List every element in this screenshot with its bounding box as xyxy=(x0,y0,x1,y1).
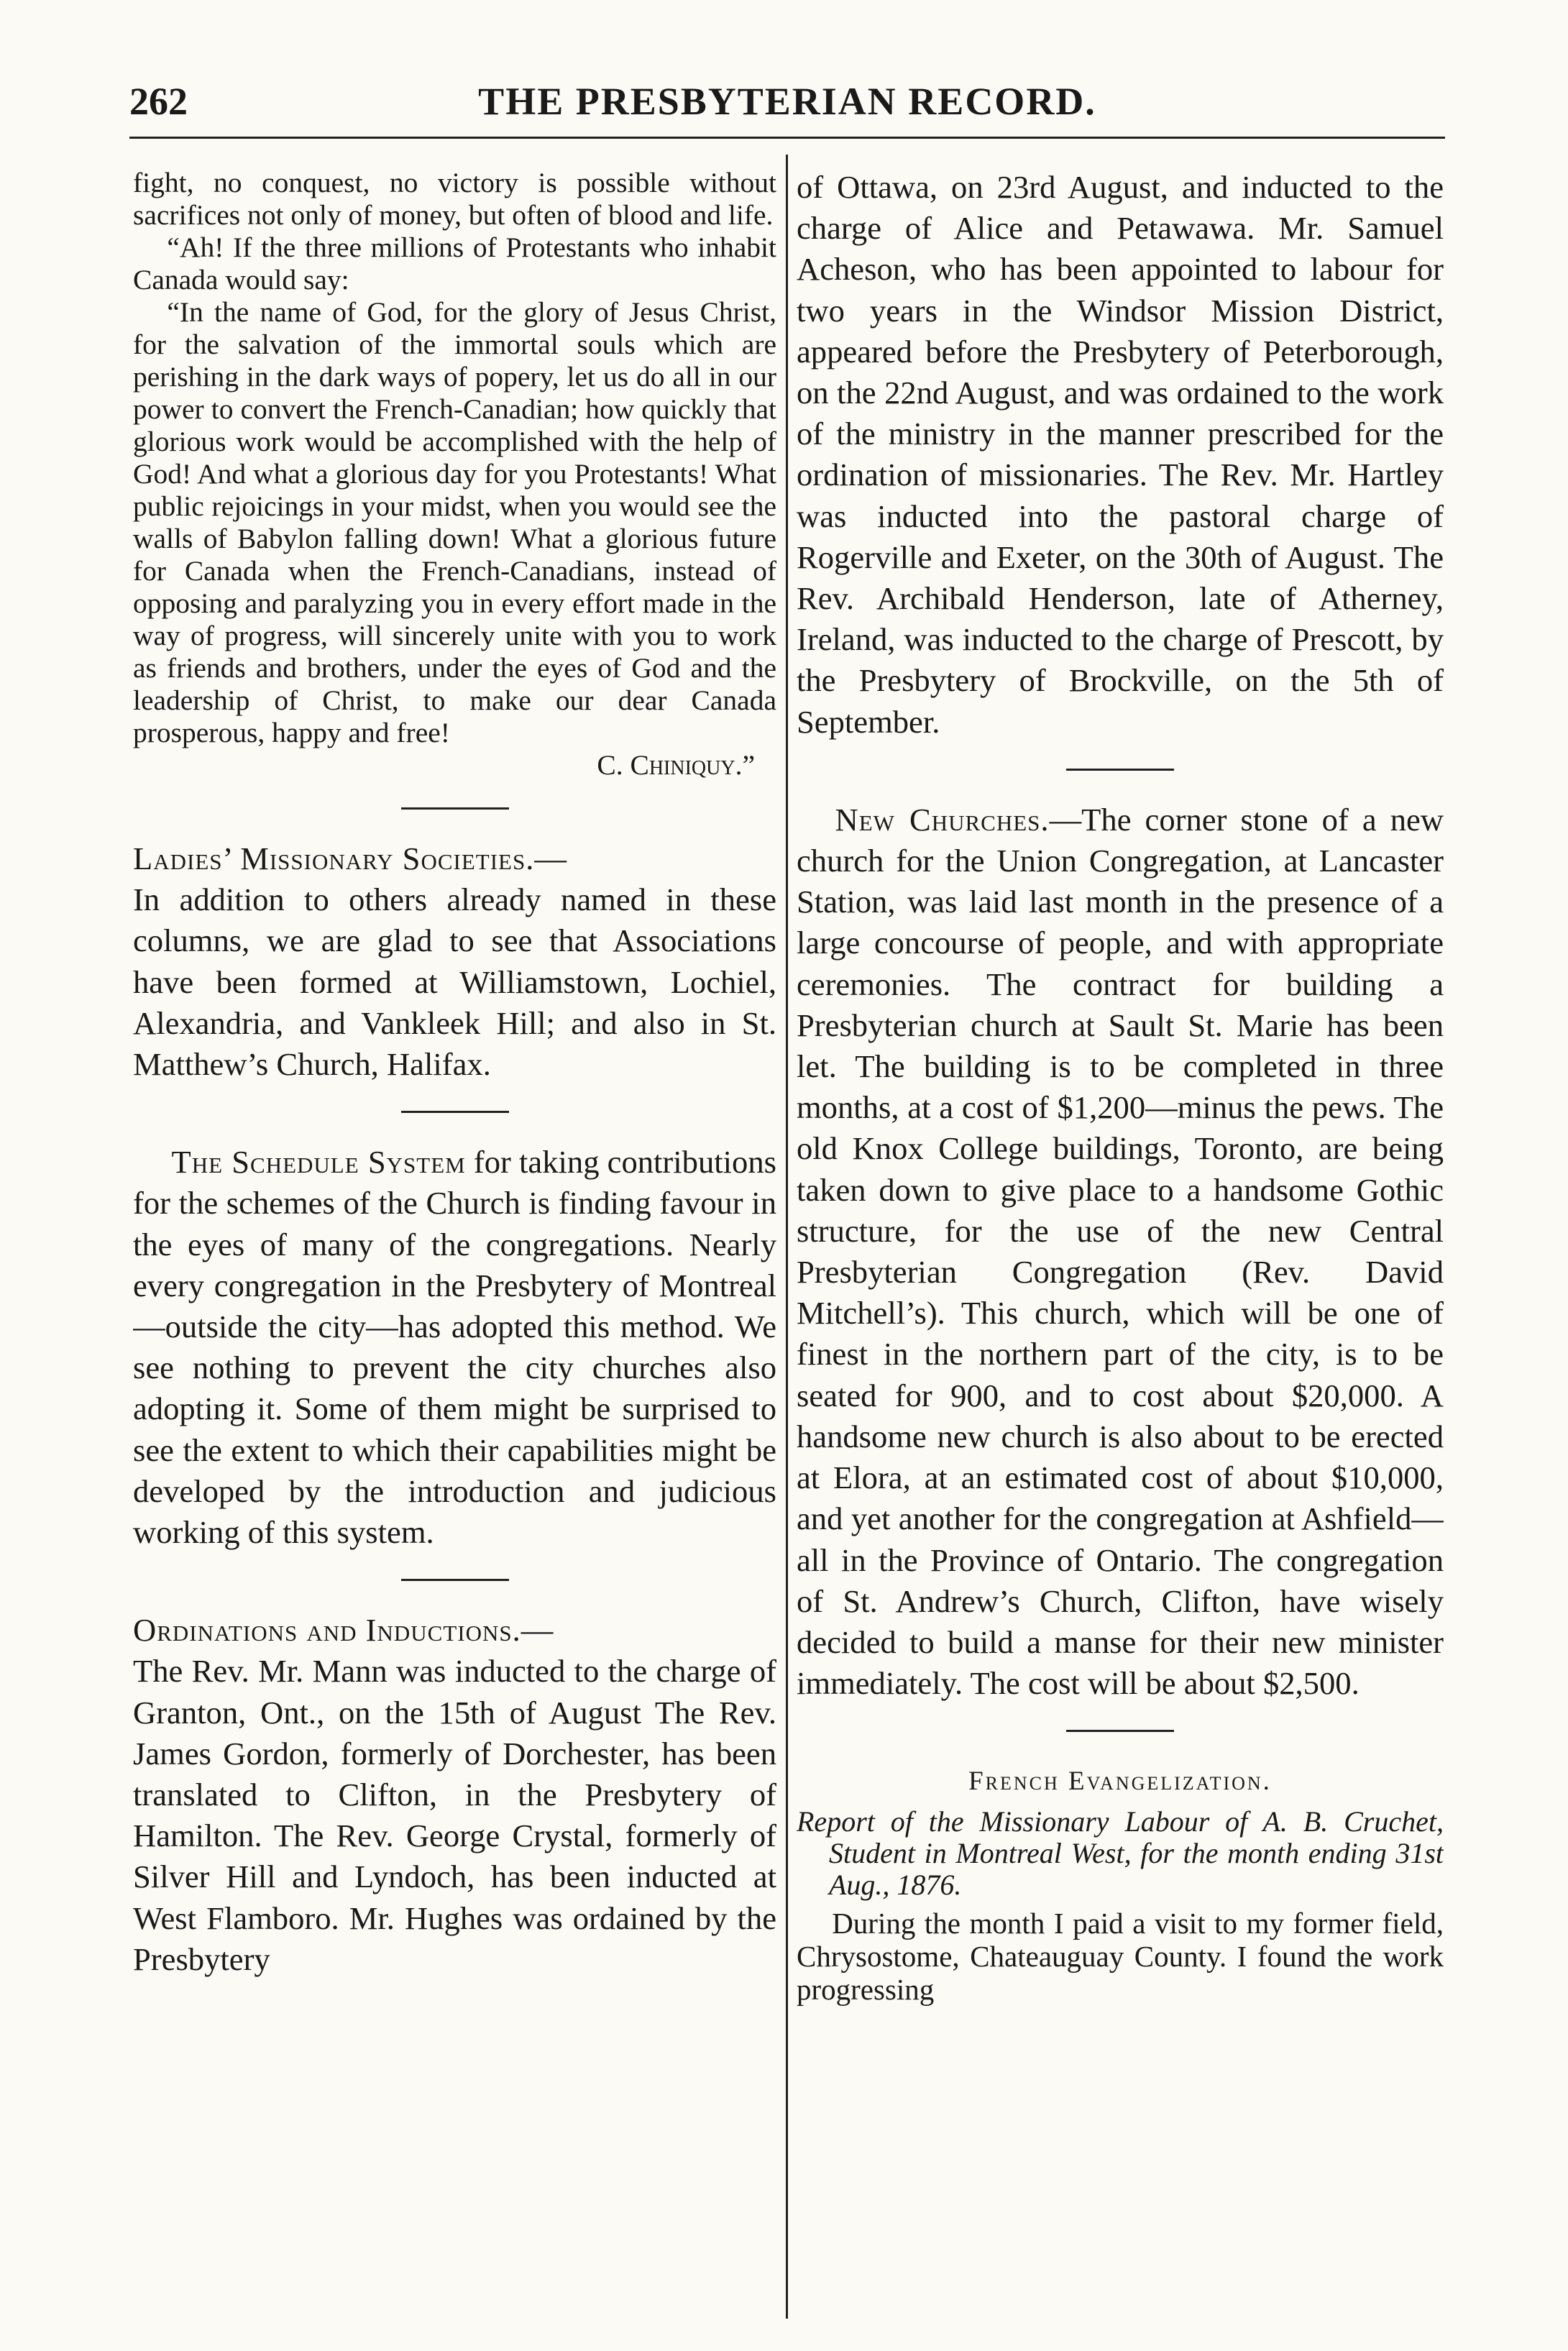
report-body: During the month I paid a visit to my former field, Chrysostome, Chateauguay County. I found the work progressing xyxy=(797,1907,1444,2007)
schedule-system-article xyxy=(133,1142,776,1553)
page-header xyxy=(129,72,1445,139)
running-title: THE PRESBYTERIAN RECORD. xyxy=(478,80,1096,123)
section-separator xyxy=(401,1111,509,1113)
article-body: In addition to others already named in these columns, we are glad to see that Associations have been formed at Williamstown, Lochiel, Alexandria, and Vankleek Hill; and also in St. Matthew’s Church, Halifax. xyxy=(133,881,776,1083)
new-churches-article xyxy=(797,799,1444,1704)
section-separator xyxy=(401,1579,509,1581)
signature: C. Chiniquy.” xyxy=(597,749,755,781)
chiniquy-letter-quote: “In the name of God, for the glory of Jesus Christ, for the salvation of the immortal souls which are perishing in the dark ways of popery, let us do all in our power to convert the French-Canadian; how quickly that glorious work would be accomplished with the help of God! And what a glorious day for you Protestants! What public rejoicings in your midst, when you would see the walls of Babylon falling down! What a glorious future for Canada when the French-Canadians, instead of opposing and paralyzing you in every effort made in the way of progress, will sincerely unite with you to work as friends and brothers, under the eyes of God and the leadership of Christ, to make our dear Canada prosperous, happy and free! xyxy=(133,296,776,748)
article-heading: Ordinations and Inductions.— xyxy=(133,1612,554,1649)
right-column xyxy=(797,167,1444,2306)
article-heading: Ladies’ Missionary Societies.— xyxy=(133,840,567,876)
article-heading: New Churches. xyxy=(835,801,1050,838)
article-body: —The corner stone of a new church for the Union Congregation, at Lancaster Station, was laid last month in the presence of a large concourse of people, and with appropriate ceremonies. The contract for building a Presbyterian church at Sault St. Marie has been let. The building is to be completed in three months, at a cost of $1,200—minus the pews. The old Knox College buildings, Toronto, are being taken down to give place to a handsome Gothic structure, for the use of the new Central Presbyterian Congregation (Rev. David Mitchell’s). This church, which will be one of finest in the northern part of the city, is to be seated for 900, and to cost about $20,000. A handsome new church is also about to be erected at Elora, at an estimated cost of about $10,000, and yet another for the congregation at Ashfield—all in the Province of Ontario. The congregation of St. Andrew’s Church, Clifton, have wisely decided to build a manse for their new minister immediately. The cost will be about $2,500. xyxy=(797,801,1444,1702)
section-separator xyxy=(1066,769,1174,771)
ladies-missionary-societies-article xyxy=(133,838,776,1085)
ordinations-article-continued: of Ottawa, on 23rd August, and inducted to the charge of Alice and Petawawa. Mr. Samuel Acheson, who has been appointed to labour for two years in the Windsor Mission District, appeared before the Presbytery of Peterborough, on the 22nd August, and was ordained to the work of the ministry in the manner prescribed for the ordination of missionaries. The Rev. Mr. Hartley was inducted into the pastoral charge of Rogerville and Exeter, on the 30th of August. The Rev. Archibald Henderson, late of Atherney, Ireland, was inducted to the charge of Prescott, by the Presbytery of Brockville, on the 5th of September. xyxy=(797,169,1444,740)
section-separator xyxy=(1066,1730,1174,1732)
column-divider xyxy=(786,155,788,2319)
article-body: for taking contributions for the schemes of the Church is finding favour in the eyes of many of the congregations. Nearly every congregation in the Presbytery of Montreal—outside the city—has adopted this method. We see nothing to prevent the city churches also adopting it. Some of them might be surprised to see the extent to which their capabilities might be developed by the introduction and judicious working of this system. xyxy=(133,1144,776,1551)
chiniquy-letter-end: fight, no conquest, no victory is possible without sacrifices not only of money, but often of blood and life. xyxy=(133,167,776,231)
page-number: 262 xyxy=(129,80,188,123)
chiniquy-letter-quote-intro: “Ah! If the three millions of Protestants who inhabit Canada would say: xyxy=(133,232,776,295)
left-column xyxy=(133,167,776,2306)
french-evangelization-title: French Evangelization. xyxy=(968,1766,1272,1797)
ordinations-article xyxy=(133,1610,776,1980)
section-separator xyxy=(401,807,509,810)
article-body: The Rev. Mr. Mann was inducted to the charge of Granton, Ont., on the 15th of August The Rev. James Gordon, formerly of Dorchester, has been translated to Clifton, in the Presbytery of Hamilton. The Rev. George Crystal, formerly of Silver Hill and Lyndoch, has been inducted at West Flamboro. Mr. Hughes was ordained by the Presbytery xyxy=(133,1653,776,1977)
article-heading: The Schedule System xyxy=(171,1144,466,1181)
report-subtitle: Report of the Missionary Labour of A. B. Cruchet, Student in Montreal West, for the month ending 31st Aug., 1876. xyxy=(797,1805,1444,1902)
